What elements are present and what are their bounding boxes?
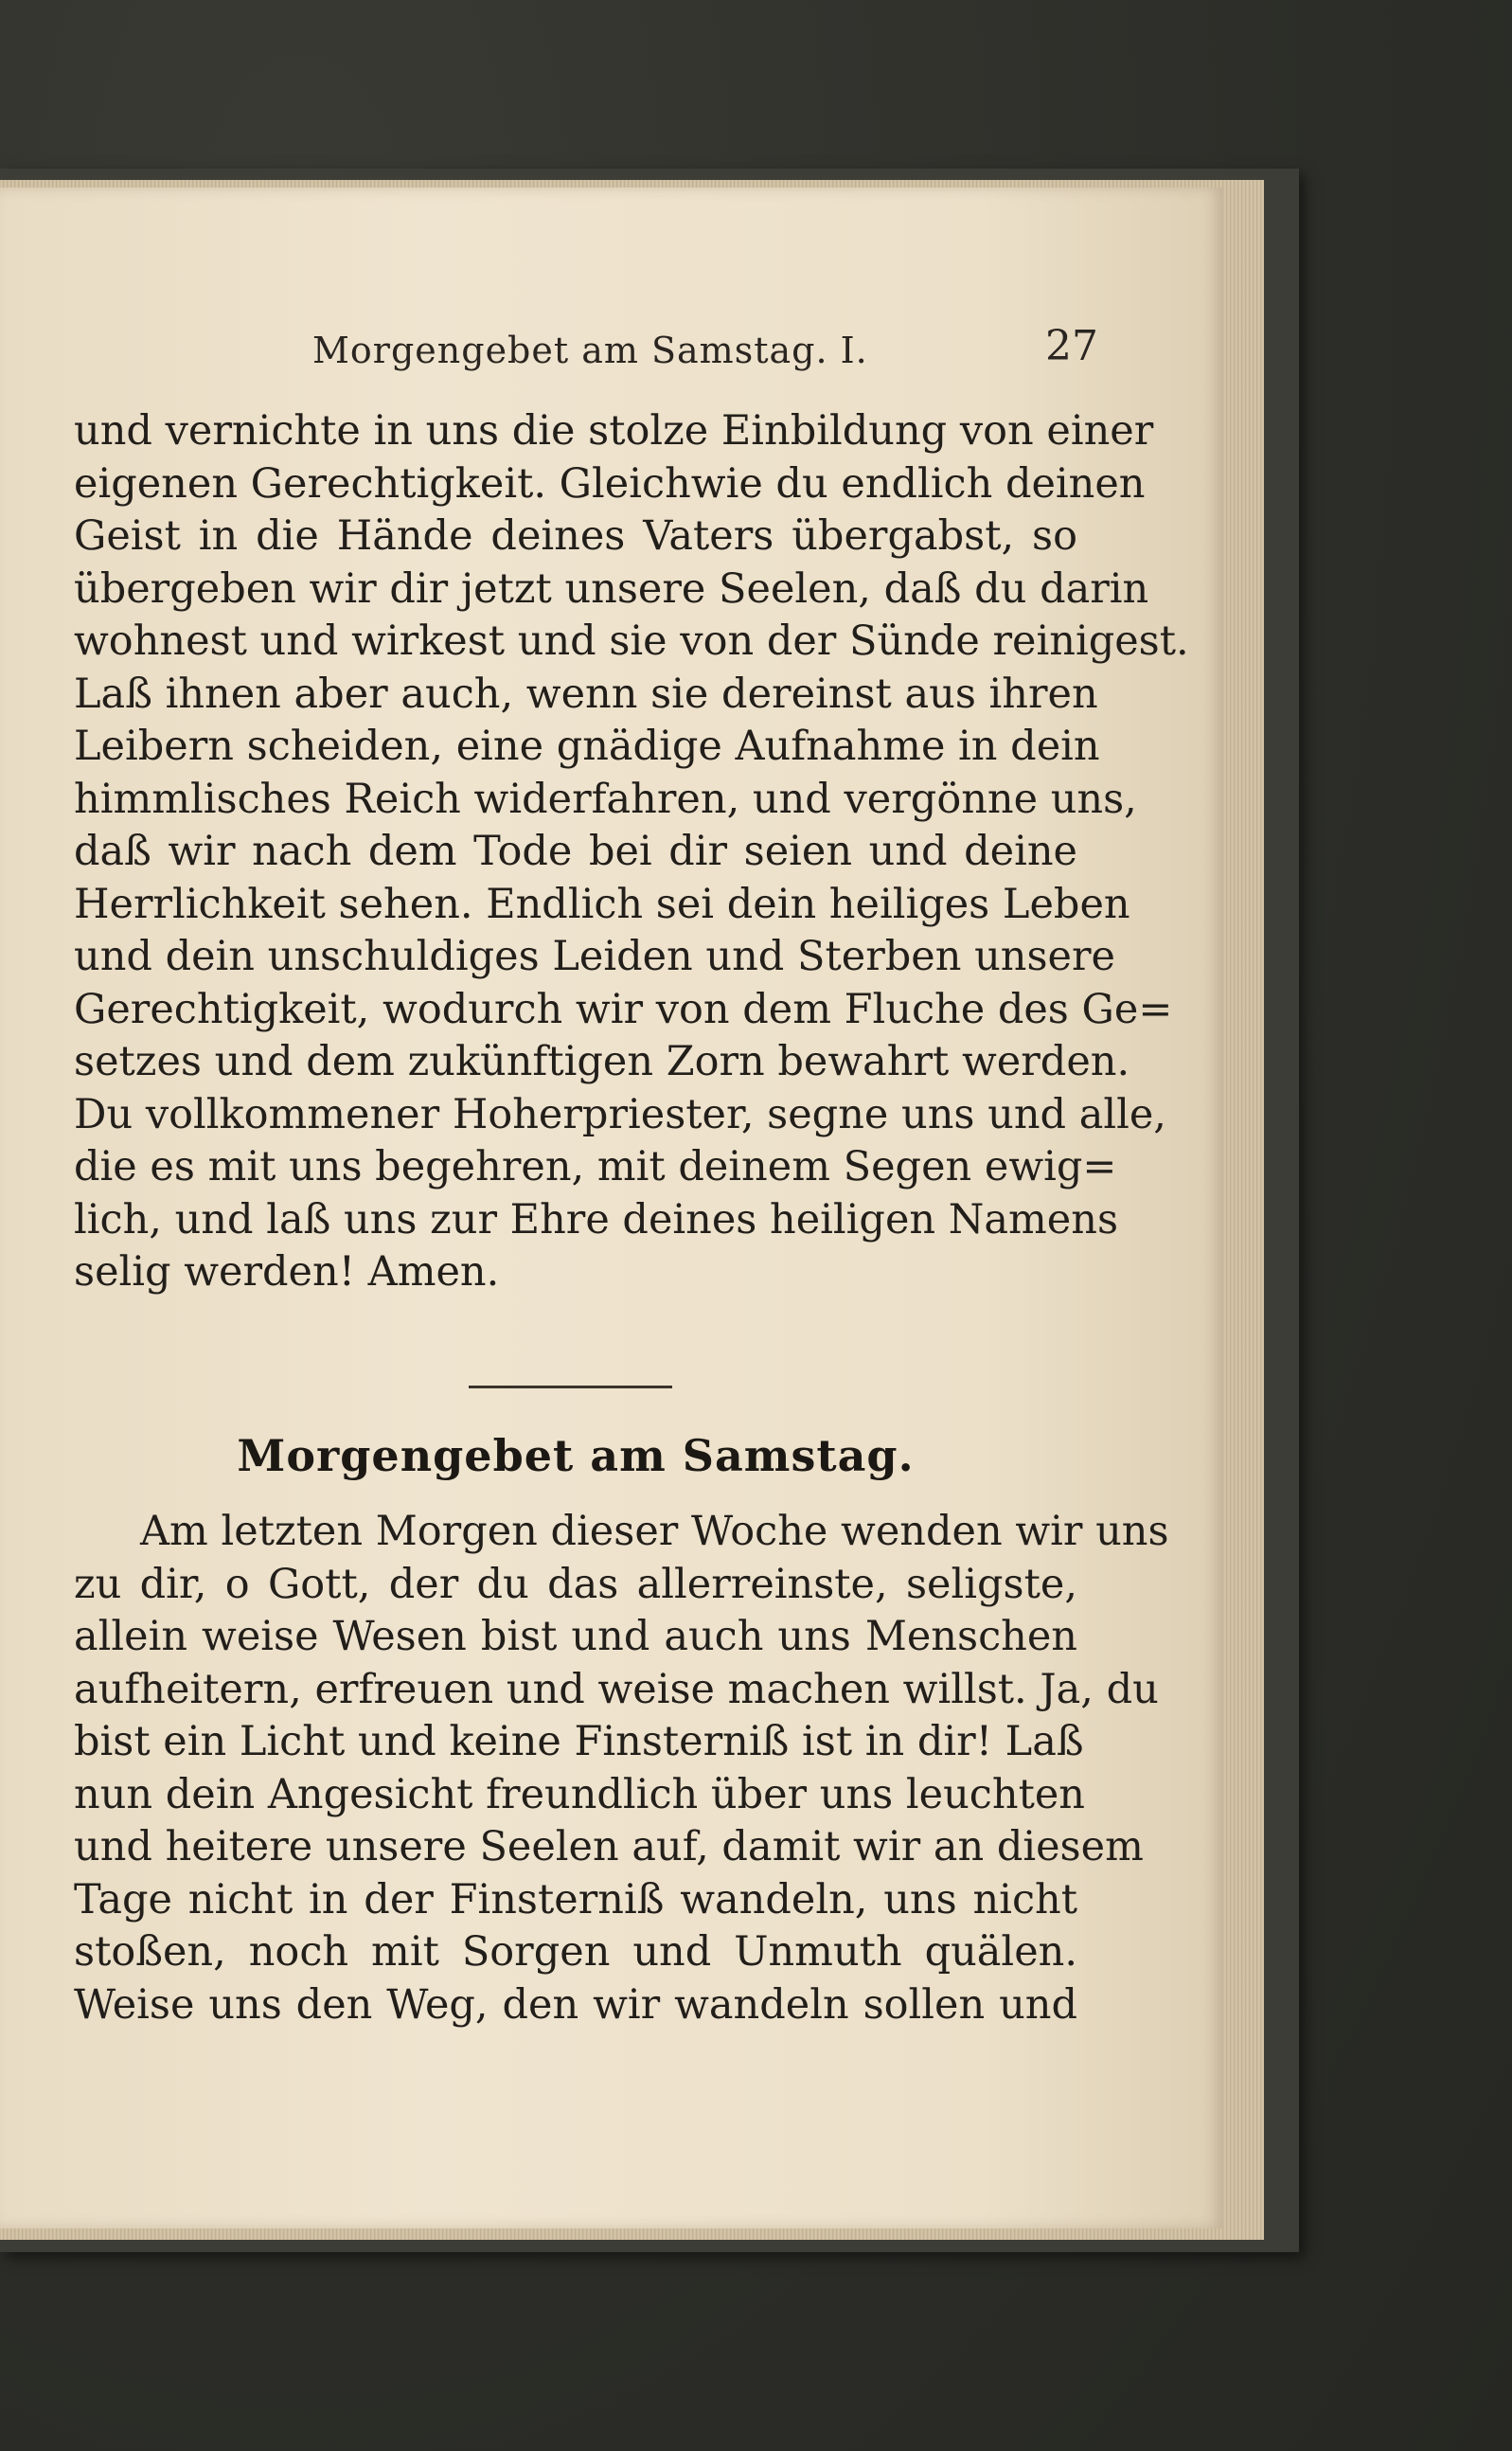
text-line: daß wir nach dem Tode bei dir seien und deine — [74, 828, 1077, 875]
text-line: Am letzten Morgen dieser Woche wenden wir uns — [140, 1508, 1169, 1555]
page-number: 27 — [1045, 322, 1098, 370]
text-line: zu dir, o Gott, der du das allerreinste, seligste, — [74, 1560, 1077, 1608]
text-line: lich, und laß uns zur Ehre deines heiligen Namens — [74, 1195, 1119, 1243]
text-line: wohnest und wirkest und sie von der Sünde reinigest. — [74, 617, 1189, 665]
text-line: stoßen, noch mit Sorgen und Unmuth quälen. — [74, 1928, 1077, 1976]
text-line: Herrlichkeit sehen. Endlich sei dein heiliges Leben — [74, 880, 1130, 928]
text-line: Weise uns den Weg, den wir wandeln sollen und — [74, 1980, 1077, 2029]
prayer-paragraph-continued — [74, 405, 1189, 1299]
prayer-paragraph — [74, 1506, 1169, 2031]
text-line: allein weise Wesen bist und auch uns Menschen — [74, 1613, 1077, 1660]
text-line: übergeben wir dir jetzt unsere Seelen, daß du darin — [74, 564, 1149, 613]
text-line: nun dein Angesicht freundlich über uns leuchten — [74, 1770, 1085, 1818]
text-line: Laß ihnen aber auch, wenn sie dereinst aus ihren — [74, 670, 1098, 718]
text-line: Gerechtigkeit, wodurch wir von dem Fluche des Ge= — [74, 985, 1173, 1033]
text-line: und heitere unsere Seelen auf, damit wir an diesem — [74, 1823, 1144, 1870]
text-line: aufheitern, erfreuen und weise machen willst. Ja, du — [74, 1665, 1159, 1713]
text-line: Du vollkommener Hoherpriester, segne uns und alle, — [74, 1090, 1166, 1138]
text-line: selig werden! Amen. — [74, 1248, 500, 1296]
text-line: Tage nicht in der Finsterniß wandeln, uns nicht — [74, 1875, 1077, 1923]
section-heading: Morgengebet am Samstag. — [237, 1430, 915, 1481]
text-line: Geist in die Hände deines Vaters übergabst, so — [74, 512, 1077, 560]
section-divider — [469, 1386, 672, 1388]
text-line: himmlisches Reich widerfahren, und vergönne uns, — [74, 775, 1137, 823]
text-line: setzes und dem zukünftigen Zorn bewahrt werden. — [74, 1038, 1130, 1085]
text-line: bist ein Licht und keine Finsterniß ist in dir! Laß — [74, 1718, 1084, 1765]
text-line: Leibern scheiden, eine gnädige Aufnahme in dein — [74, 723, 1100, 770]
text-line: und dein unschuldiges Leiden und Sterben unsere — [74, 933, 1115, 980]
running-title: Morgengebet am Samstag. I. — [312, 330, 868, 371]
text-line: eigenen Gerechtigkeit. Gleichwie du endlich deinen — [74, 459, 1146, 508]
text-line: und vernichte in uns die stolze Einbildung von einer — [74, 407, 1154, 455]
text-line: die es mit uns begehren, mit deinem Segen ewig= — [74, 1143, 1117, 1190]
running-head — [312, 322, 1098, 379]
